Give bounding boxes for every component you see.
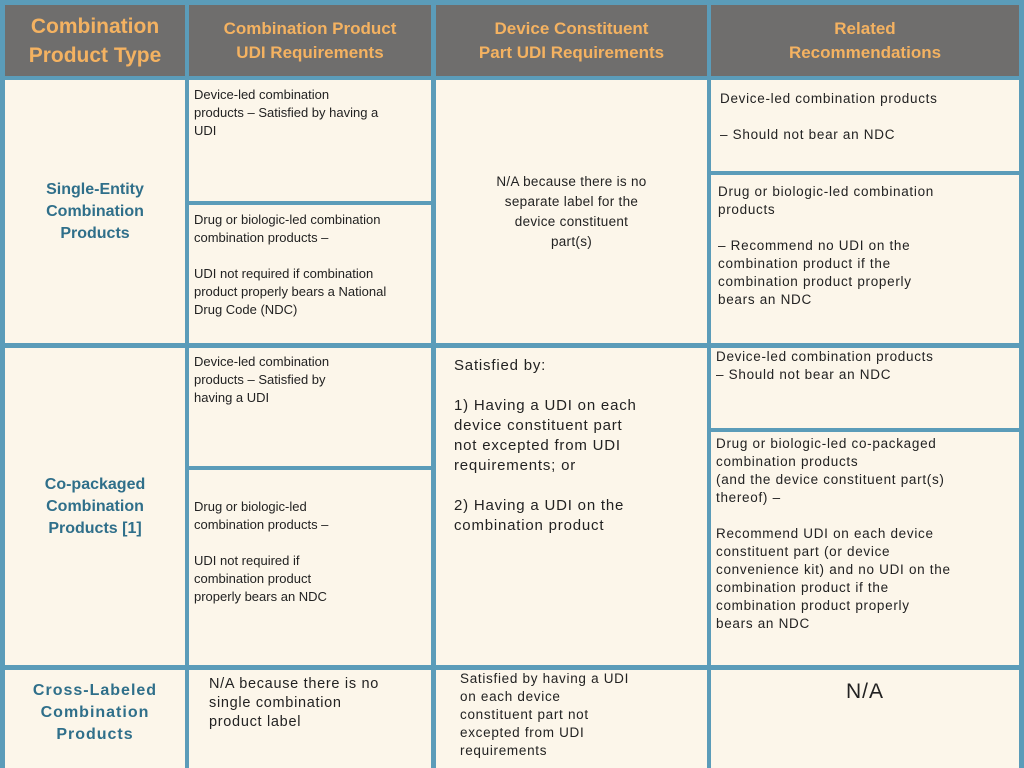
cross-related-text: N/A xyxy=(845,680,884,703)
copack-device-text: Satisfied by: 1) Having a UDI on each device constituent part not excepted from UDI requirements; or 2) Having a UDI on the combination product xyxy=(454,357,637,534)
single-related-device-led-text: Device-led combination products – Should not bear an NDC xyxy=(720,91,938,142)
copack-related-drug-led-text: Drug or biologic-led co-packaged combination products (and the device constituent part(s) thereof) – Recommend UDI on each device constituent part (or device convenience kit) and no UDI on the combination product if the combination product properly bears an NDC xyxy=(716,436,951,631)
copack-related-device-led xyxy=(711,348,1019,428)
copack-combo-drug-led-text: Drug or biologic-led combination products – UDI not required if combination product properly bears an NDC xyxy=(194,499,329,604)
row-single-label-text: Single-Entity Combination Products xyxy=(46,180,144,242)
row-copack-label-text: Co-packaged Combination Products [1] xyxy=(44,475,146,537)
cross-combo-text: N/A because there is no single combination product label xyxy=(209,676,380,730)
copack-combo-device-led-text: Device-led combination products – Satisfied by having a UDI xyxy=(194,354,330,405)
header-type xyxy=(5,5,185,76)
row-cross-label-text: Cross-Labeled Combination Products xyxy=(32,682,158,743)
cross-related xyxy=(711,670,1019,768)
cross-device-text: Satisfied by having a UDI on each device constituent part not excepted from UDI requirements xyxy=(460,671,630,758)
header-type-text: Combination Product Type xyxy=(28,14,162,67)
copack-device xyxy=(436,348,707,665)
header-related xyxy=(711,5,1019,76)
single-related-drug-led-text: Drug or biologic-led combination products – Recommend no UDI on the combination product if the combination product properly bears an NDC xyxy=(718,184,935,307)
header-combo xyxy=(189,5,431,76)
single-combo-drug-led xyxy=(189,205,431,343)
row-copack-label xyxy=(5,348,185,665)
single-device-text: N/A because there is no separate label for the device constituent part(s) xyxy=(496,174,647,249)
header-device xyxy=(436,5,707,76)
single-combo-device-led-text: Device-led combination products – Satisfied by having a UDI xyxy=(194,87,379,138)
single-combo-device-led xyxy=(189,80,431,201)
copack-related-device-led-text: Device-led combination products – Should not bear an NDC xyxy=(716,349,934,382)
copack-related-drug-led xyxy=(711,432,1019,665)
single-combo-drug-led-text: Drug or biologic-led combination combination products – UDI not required if combination product properly bears a National Drug Code (NDC) xyxy=(194,212,387,317)
copack-combo-drug-led xyxy=(189,470,431,665)
header-device-text: Device Constituent Part UDI Requirements xyxy=(478,18,665,62)
row-cross-label xyxy=(5,670,185,768)
header-combo-text: Combination Product UDI Requirements xyxy=(223,18,397,62)
single-related-drug-led xyxy=(711,175,1019,343)
cross-combo xyxy=(189,670,431,768)
cross-device xyxy=(436,670,707,768)
copack-combo-device-led xyxy=(189,348,431,466)
header-related-text: Related Recommendations xyxy=(788,18,942,62)
row-single-label xyxy=(5,80,185,343)
single-device xyxy=(436,80,707,343)
single-related-device-led xyxy=(711,80,1019,171)
